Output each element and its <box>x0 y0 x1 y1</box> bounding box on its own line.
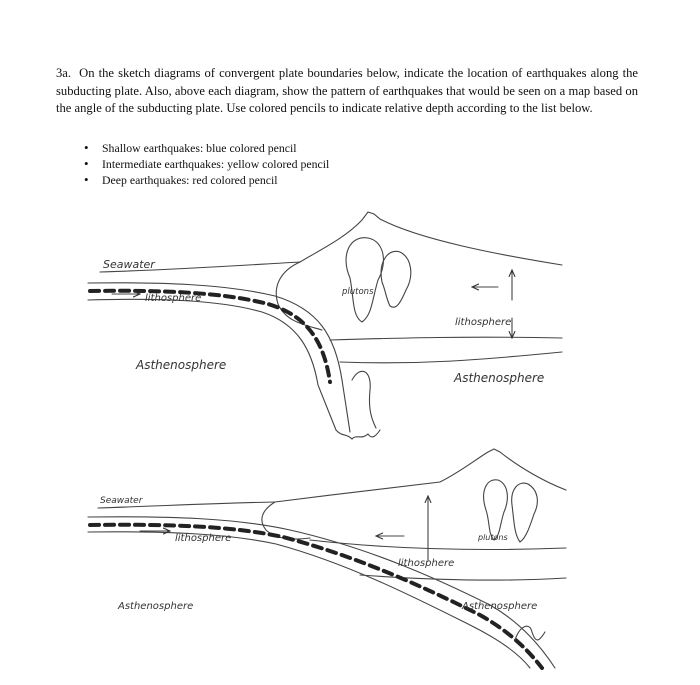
lithosphere-base-line <box>310 540 566 550</box>
asthenosphere-boundary-line <box>340 352 562 363</box>
label-asthenosphere: Asthenosphere <box>462 601 538 612</box>
pluton-shape <box>346 238 383 322</box>
lithosphere-base-line <box>330 337 562 340</box>
pluton-shape <box>381 251 411 307</box>
volcano-profile-line <box>275 449 566 502</box>
label-seawater: Seawater <box>103 258 155 271</box>
label-asthenosphere: Asthenosphere <box>454 371 545 385</box>
question-body: On the sketch diagrams of convergent plate boundaries below, indicate the location of earthquakes along the subducting plate. Also, above each diagram, show the pattern of earthquakes that would be seen on a map based on the angle of the subducting plate. Use colored pencils to indicate relative depth according to the list below. <box>56 66 639 116</box>
label-lithosphere: lithosphere <box>455 317 512 328</box>
question-number: 3a. <box>56 66 72 80</box>
slab-bottom-line <box>88 532 530 668</box>
label-seawater: Seawater <box>100 496 143 506</box>
label-lithosphere: lithosphere <box>398 558 455 569</box>
depth-item-intermediate: • Intermediate earthquakes: yellow colored pencil <box>84 156 329 172</box>
label-asthenosphere: Asthenosphere <box>118 601 194 612</box>
pluton-shape <box>484 480 508 540</box>
volcano-profile-line <box>300 212 562 265</box>
label-plutons: plutons <box>342 287 374 297</box>
label-asthenosphere: Asthenosphere <box>136 358 227 372</box>
label-lithosphere: lithosphere <box>145 293 202 304</box>
pluton-shape <box>512 483 538 542</box>
slab-tip-squiggle <box>336 430 380 439</box>
slab-stripe <box>90 525 542 668</box>
diagram-shallow-subduction <box>88 449 566 668</box>
depth-item-shallow: • Shallow earthquakes: blue colored pencil <box>84 140 329 156</box>
depth-item-deep: • Deep earthquakes: red colored pencil <box>84 172 329 188</box>
label-plutons: plutons <box>478 533 508 542</box>
melt-rise-line <box>352 371 376 428</box>
label-lithosphere: lithosphere <box>175 533 232 544</box>
melt-rise-line <box>515 626 545 640</box>
